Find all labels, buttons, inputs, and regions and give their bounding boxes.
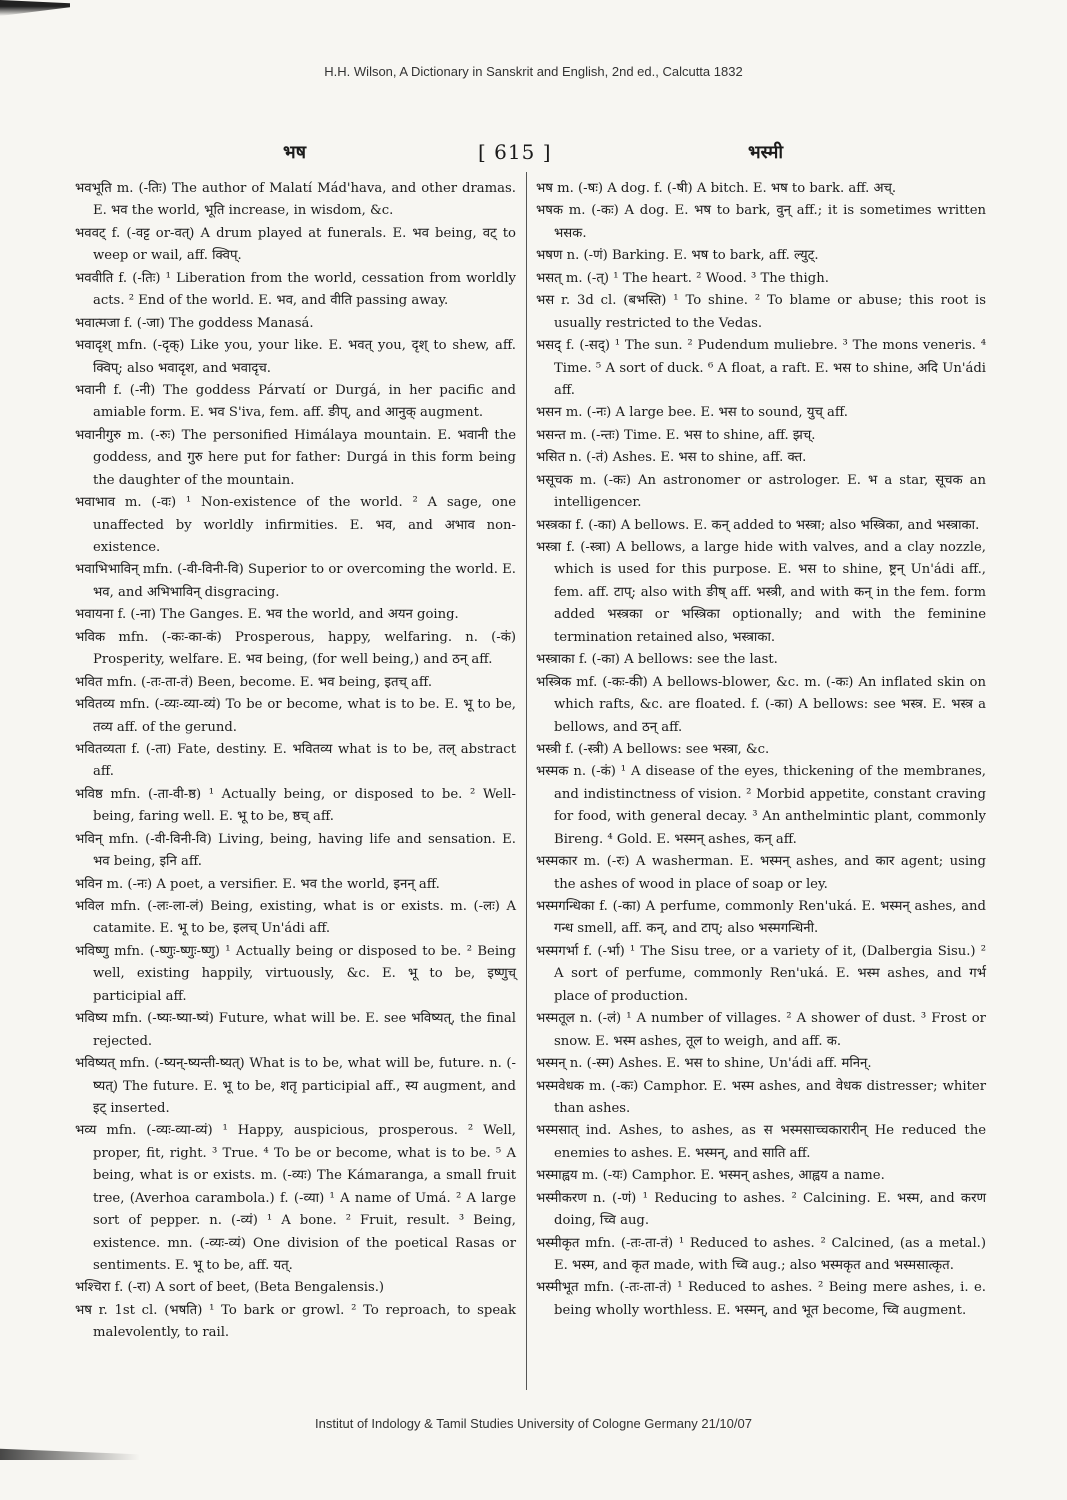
dictionary-entry: भविष्णु mfn. (-ष्णुः-ष्णुः-ष्णु) ¹ Actually being or disposed to be. ² Being well, existing happily, virtuously, &c. E. भू to be, इष्णुच् participial aff.: [75, 943, 516, 1004]
dictionary-entry: भवात्मजा f. (-जा) The goddess Manasá.: [75, 315, 314, 331]
dictionary-entry: भस्मवेधक m. (-कः) Camphor. E. भस्म ashes, and वेधक distresser; whiter than ashes.: [536, 1078, 986, 1116]
page-number: [ 615 ]: [478, 140, 552, 164]
dictionary-entry: भवादृश् mfn. (-दृक्) Like you, your like. E. भवत् you, दृश् to shew, aff. क्विप्; also भवादृश, and भवादृच.: [75, 338, 516, 376]
dictionary-entry: भसूचक m. (-कः) An astronomer or astrologer. E. भ a star, सूचक an intelligencer.: [536, 472, 986, 511]
dictionary-entry: भसत् m. (-त्) ¹ The heart. ² Wood. ³ The thigh.: [536, 270, 829, 286]
dictionary-entry: भवानीगुरु m. (-रुः) The personified Himálaya mountain. E. भवानी the goddess, and गुरु here put for father: Durgá in this form being the daughter of the mountain.: [75, 427, 516, 488]
dictionary-entry: भस्मसात् ind. Ashes, to ashes, as स भस्मसाच्चकारारीन् He reduced the enemies to ashes. E. भस्मन्, and साति aff.: [536, 1123, 986, 1161]
scan-smudge: [0, 1446, 140, 1460]
dictionary-entry: भविक mfn. (-कः-का-कं) Prosperous, happy, welfaring. n. (-कं) Prosperity, welfare. E. भव being, (for well being,) and ठन् aff.: [75, 629, 516, 668]
dictionary-entry: भवाभिभाविन् mfn. (-वी-विनी-वि) Superior to or overcoming the world. E. भव, and अभिभाविन् disgracing.: [75, 562, 516, 600]
left-headword: भष: [283, 142, 307, 163]
dictionary-entry: भविष्यत् mfn. (-ष्यन्-ष्यन्ती-ष्यत्) What is to be, what will be, future. n. (-ष्यत्) The future. E. भू to be, शतृ participial aff., स्य augment, and इट् inserted.: [75, 1056, 516, 1116]
right-headword: भस्मी: [748, 142, 784, 163]
dictionary-entry: भस्त्री f. (-स्त्री) A bellows: see भस्त्रा, &c.: [536, 741, 770, 757]
dictionary-entry: भस्मगन्धिका f. (-का) A perfume, commonly Ren'uká. E. भस्मन् ashes, and गन्ध smell, aff. कन्, and टाप्; also भस्मगन्धिनी.: [536, 899, 986, 937]
dictionary-entry: भवित mfn. (-तः-ता-तं) Been, become. E. भव being, इतच् aff.: [75, 674, 433, 690]
dictionary-entry: भषण n. (-णं) Barking. E. भष to bark, aff. ल्युट्.: [536, 248, 819, 264]
dictionary-entry: भवितव्य mfn. (-व्यः-व्या-व्यं) To be or become, what is to be. E. भू to be, तव्य aff. of the gerund.: [75, 697, 516, 735]
dictionary-entry: भववट् f. (-वट्ट or-वत्) A drum played at funerals. E. भव being, वट् to weep or wail, aff. क्विप्.: [75, 225, 516, 264]
dictionary-entry: भविन् mfn. (-वी-विनी-वि) Living, being, having life and sensation. E. भव being, इनि aff.: [75, 831, 516, 870]
dictionary-entry: भसन्त m. (-न्तः) Time. E. भस to shine, aff. झच्.: [536, 427, 816, 443]
column-divider: [526, 172, 527, 1390]
dictionary-entry: भस्मीकरण n. (-णं) ¹ Reducing to ashes. ² Calcining. E. भस्म, and करण doing, च्वि aug.: [536, 1190, 986, 1229]
dictionary-entry: भस्मक n. (-कं) ¹ A disease of the eyes, thickening of the membranes, and indistinctness of vision. ² Morbid appetite, constant craving for food, with general decay. ³ An anthelmintic plant, commonly Bireng. ⁴ Gold. E. भस्मन् ashes, कन् aff.: [536, 764, 986, 847]
dictionary-entry: भविष्य mfn. (-ष्यः-ष्या-ष्यं) Future, what will be. E. see भविष्यत्, the final rejected.: [75, 1011, 516, 1049]
dictionary-entry: भस्त्रका f. (-का) A bellows. E. कन् added to भस्त्रा; also भस्त्रिका, and भस्त्राका.: [536, 517, 980, 533]
dictionary-entry: भसद् f. (-सद्) ¹ The sun. ² Pudendum muliebre. ³ The mons veneris. ⁴ Time. ⁵ A sort of duck. ⁶ A float, a raft. E. भस to shine, अदि Un'ádi aff.: [536, 338, 986, 398]
dictionary-entry: भस्मकार m. (-रः) A washerman. E. भस्मन् ashes, and कार agent; using the ashes of wood in place of soap or ley.: [536, 854, 986, 892]
dictionary-entry: भषक m. (-कः) A dog. E. भष to bark, वुन् aff.; it is sometimes written भसक.: [536, 203, 986, 241]
dictionary-entry: भवितव्यता f. (-ता) Fate, destiny. E. भवितव्य what is to be, तल् abstract aff.: [75, 741, 516, 780]
scan-corner-mark: [0, 0, 70, 16]
footer-credit: Institut of Indology & Tamil Studies University of Cologne Germany 21/10/07: [315, 1416, 752, 1431]
dictionary-entry: भववीति f. (-तिः) ¹ Liberation from the world, cessation from worldly acts. ² End of the world. E. भव, and वीति passing away.: [75, 270, 516, 309]
dictionary-entry: भसित n. (-तं) Ashes. E. भस to shine, aff. क्त.: [536, 450, 807, 466]
dictionary-entry: भव्य mfn. (-व्यः-व्या-व्यं) ¹ Happy, auspicious, prosperous. ² Well, proper, fit, right. ³ True. ⁴ To be or become, what is to be. ⁵ A being, what is or exists. m. (-व्यः) The Kámaranga, a small fruit tree, (Averhoa carambola.) f. (-व्या) ¹ A name of Umá. ² A large sort of pepper. n. (-व्यं) ¹ A bone. ² Fruit, result. ³ Being, existence. mn. (-व्यः-व्यं) One division of the poetical Rasas or sentiments. E. भू to be, aff. यत्.: [75, 1123, 516, 1273]
dictionary-entry: भस्मीभूत mfn. (-तः-ता-तं) ¹ Reduced to ashes. ² Being mere ashes, i. e. being wholly worthless. E. भस्मन्, and भूत become, च्वि augment.: [536, 1280, 986, 1318]
dictionary-entry: भस्त्रिक mf. (-कः-की) A bellows-blower, &c. m. (-कः) An inflated skin on which rafts, &c. are floated. f. (-का) A bellows: see भस्त्र. E. भस्त्र a bellows, and ठन् aff.: [536, 674, 986, 735]
dictionary-entry: भश्चिरा f. (-रा) A sort of beet, (Beta Bengalensis.): [75, 1280, 385, 1296]
dictionary-entry: भवानी f. (-नी) The goddess Párvatí or Durgá, in her pacific and amiable form. E. भव S'iva, fem. aff. ङीप्, and आनुक् augment.: [75, 382, 516, 421]
dictionary-entry: भस्मगर्भा f. (-र्भा) ¹ The Sisu tree, or a variety of it, (Dalbergia Sisu.) ² A sort of perfume, commonly Ren'uká. E. भस्म ashes, and गर्भ place of production.: [536, 943, 986, 1004]
dictionary-entry: भस्मन् n. (-स्म) Ashes. E. भस to shine, Un'ádi aff. मनिन्.: [536, 1056, 872, 1072]
dictionary-entry: भस्त्रा f. (-स्त्रा) A bellows, a large hide with valves, and a clay nozzle, which is used for this purpose. E. भस to shine, ष्ट्रन् Un'ádi aff., fem. aff. टाप्; also with ङीष् aff. भस्त्री, and with कन् in the fem. form added भस्त्रका or भस्त्रिका optionally; and with the feminine termination retained also, भस्त्राका.: [536, 540, 986, 645]
dictionary-entry: भविष्ठ mfn. (-ता-वी-ष्ठ) ¹ Actually being, or disposed to be. ² Well-being, faring well. E. भू to be, ष्ठच् aff.: [75, 786, 516, 825]
dictionary-entry: भस r. 3d cl. (बभस्ति) ¹ To shine. ² To blame or abuse; this root is usually restricted to the Vedas.: [536, 293, 986, 331]
left-column: [75, 178, 516, 1345]
dictionary-entry: भष r. 1st cl. (भषति) ¹ To bark or growl. ² To reproach, to speak malevolently, to rail.: [75, 1302, 516, 1341]
dictionary-entry: भसन m. (-नः) A large bee. E. भस to sound, युच् aff.: [536, 405, 848, 421]
dictionary-entry: भवायना f. (-ना) The Ganges. E. भव the world, and अयन going.: [75, 607, 459, 623]
dictionary-entry: भवाभाव m. (-वः) ¹ Non-existence of the world. ² A sage, one unaffected by worldly infirmities. E. भव, and अभाव non-existence.: [75, 495, 516, 555]
dictionary-entry: भस्माह्वय m. (-यः) Camphor. E. भस्मन् ashes, आह्वय a name.: [536, 1168, 885, 1184]
dictionary-entry: भविन m. (-नः) A poet, a versifier. E. भव the world, इनन् aff.: [75, 876, 440, 892]
dictionary-entry: भस्मीकृत mfn. (-तः-ता-तं) ¹ Reduced to ashes. ² Calcined, (as a metal.) E. भस्म, and कृत made, with च्वि aug.; also भस्मकृत and भस्मसात्कृत.: [536, 1235, 986, 1273]
dictionary-entry: भस्मतूल n. (-लं) ¹ A number of villages. ² A shower of dust. ³ Frost or snow. E. भस्म ashes, तूल to weigh, and aff. क.: [536, 1011, 986, 1049]
dictionary-entry: भवभूति m. (-तिः) The author of Malatí Mád'hava, and other dramas. E. भव the world, भूति increase, in wisdom, &c.: [75, 181, 516, 219]
dictionary-entry: भस्त्राका f. (-का) A bellows: see the last.: [536, 652, 778, 668]
source-banner: H.H. Wilson, A Dictionary in Sanskrit and English, 2nd ed., Calcutta 1832: [324, 64, 743, 79]
dictionary-entry: भविल mfn. (-लः-ला-लं) Being, existing, what is or exists. m. (-लः) A catamite. E. भू to be, इलच् Un'ádi aff.: [75, 899, 516, 937]
right-column: [536, 178, 986, 1322]
dictionary-entry: भष m. (-षः) A dog. f. (-षी) A bitch. E. भष to bark. aff. अच्.: [536, 181, 897, 196]
